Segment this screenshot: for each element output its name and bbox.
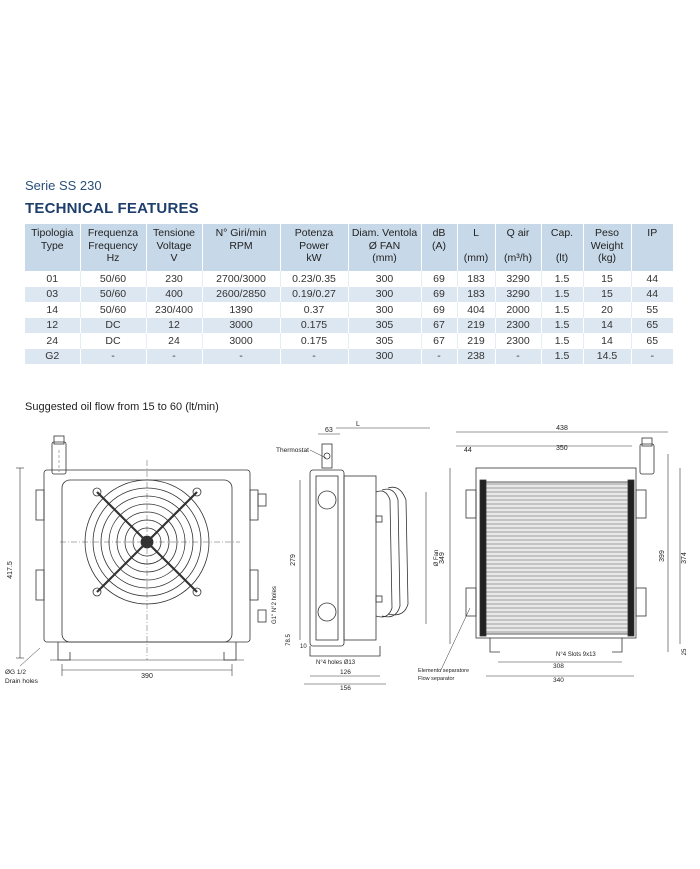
table-cell: 230/400	[146, 302, 202, 318]
rear-view	[418, 425, 688, 684]
table-cell: 300	[348, 271, 421, 287]
table-cell: -	[495, 349, 541, 365]
separator-label-en: Flow separator	[418, 676, 455, 682]
side-small-dim: 10	[300, 644, 307, 650]
table-cell: 69	[421, 302, 457, 318]
col-header-length: L (mm)	[457, 224, 495, 271]
table-cell: -	[631, 349, 673, 365]
col-header-type: Tipologia Type	[25, 224, 80, 271]
col-header-power: Potenza Power kW	[280, 224, 348, 271]
table-cell: 183	[457, 287, 495, 303]
table-cell: 230	[146, 271, 202, 287]
side-holes-label: N°4 holes Ø13	[316, 660, 356, 666]
table-cell: 300	[348, 302, 421, 318]
table-row	[25, 271, 673, 287]
table-cell: 0.23/0.35	[280, 271, 348, 287]
section-title: TECHNICAL FEATURES	[25, 200, 199, 217]
rear-base-dim2: 340	[553, 677, 564, 684]
rear-left-offset: 44	[464, 447, 472, 454]
front-view	[5, 436, 278, 685]
table-cell: 15	[583, 287, 631, 303]
table-row	[25, 333, 673, 349]
table-row	[25, 349, 673, 365]
table-cell: DC	[80, 318, 146, 334]
series-name: Serie SS 230	[25, 178, 102, 193]
table-cell: 44	[631, 287, 673, 303]
table-cell: 1.5	[541, 271, 583, 287]
side-l-dim: L	[356, 421, 360, 428]
table-cell: 14	[583, 333, 631, 349]
table-cell: 219	[457, 318, 495, 334]
table-cell: 3000	[202, 333, 280, 349]
table-cell: 1390	[202, 302, 280, 318]
technical-drawing	[0, 420, 700, 700]
oil-flow-note: Suggested oil flow from 15 to 60 (lt/min)	[25, 401, 219, 413]
table-cell: 1.5	[541, 349, 583, 365]
side-base-dim1: 126	[340, 669, 351, 676]
technical-features-table	[25, 224, 673, 364]
front-height-dim: 417.5	[7, 561, 14, 579]
table-cell: 12	[146, 318, 202, 334]
table-cell: 12	[25, 318, 80, 334]
rear-right-height1: 399	[659, 550, 666, 562]
table-cell: 300	[348, 349, 421, 365]
col-header-voltage: Tensione Voltage V	[146, 224, 202, 271]
table-cell: 2300	[495, 333, 541, 349]
table-cell: 238	[457, 349, 495, 365]
table-cell: 2700/3000	[202, 271, 280, 287]
table-cell: 14	[25, 302, 80, 318]
table-cell: 1.5	[541, 302, 583, 318]
front-width-dim: 390	[141, 673, 153, 680]
rear-core-width: 350	[556, 445, 568, 452]
col-header-rpm: N° Giri/min RPM	[202, 224, 280, 271]
table-cell: 219	[457, 333, 495, 349]
side-fan-dim: Ø Fan	[434, 549, 440, 567]
table-cell: 50/60	[80, 287, 146, 303]
table-cell: 15	[583, 271, 631, 287]
side-height-dim: 279	[290, 554, 297, 566]
table-cell: 24	[25, 333, 80, 349]
separator-label-it: Elemento separatore	[418, 668, 470, 674]
table-cell: 3290	[495, 287, 541, 303]
col-header-capacity: Cap. (lt)	[541, 224, 583, 271]
table-cell: 24	[146, 333, 202, 349]
col-header-weight: Peso Weight (kg)	[583, 224, 631, 271]
table-row	[25, 318, 673, 334]
table-cell: 1.5	[541, 333, 583, 349]
table-cell: 1.5	[541, 318, 583, 334]
table-cell: 404	[457, 302, 495, 318]
table-cell: 50/60	[80, 271, 146, 287]
table-cell: 2600/2850	[202, 287, 280, 303]
table-cell: 400	[146, 287, 202, 303]
table-cell: 65	[631, 318, 673, 334]
rear-right-height2: 374	[681, 552, 688, 564]
table-row	[25, 287, 673, 303]
table-cell: -	[146, 349, 202, 365]
table-cell: 69	[421, 271, 457, 287]
thermostat-label: Thermostat	[276, 447, 309, 454]
table-cell: 01	[25, 271, 80, 287]
table-cell: 67	[421, 318, 457, 334]
col-header-air-flow: Q air (m³/h)	[495, 224, 541, 271]
table-cell: -	[280, 349, 348, 365]
table-cell: 3000	[202, 318, 280, 334]
side-view	[276, 421, 440, 692]
table-cell: 183	[457, 271, 495, 287]
table-cell: 03	[25, 287, 80, 303]
rear-left-height: 349	[439, 552, 446, 564]
table-cell: 305	[348, 333, 421, 349]
table-cell: 67	[421, 333, 457, 349]
table-cell: 0.19/0.27	[280, 287, 348, 303]
front-inlet-label: G1" N°2 holes	[272, 586, 278, 624]
table-cell: 14.5	[583, 349, 631, 365]
rear-slots-label: N°4 Slots 9x13	[556, 652, 596, 658]
table-cell: DC	[80, 333, 146, 349]
table-cell: 1.5	[541, 287, 583, 303]
table-cell: 300	[348, 287, 421, 303]
table-cell: 55	[631, 302, 673, 318]
table-cell: 14	[583, 318, 631, 334]
drain-size-label: ØG 1/2	[5, 669, 26, 676]
table-cell: 2000	[495, 302, 541, 318]
rear-total-width: 438	[556, 425, 568, 432]
table-cell: -	[80, 349, 146, 365]
table-cell: 0.37	[280, 302, 348, 318]
table-cell: 305	[348, 318, 421, 334]
table-cell: -	[202, 349, 280, 365]
rear-right-height3: 25	[682, 648, 688, 656]
table-cell: 44	[631, 271, 673, 287]
table-cell: 50/60	[80, 302, 146, 318]
col-header-ip: IP	[631, 224, 673, 271]
table-cell: 0.175	[280, 318, 348, 334]
col-header-db: dB (A)	[421, 224, 457, 271]
table-cell: 3290	[495, 271, 541, 287]
col-header-frequency: Frequenza Frequency Hz	[80, 224, 146, 271]
side-bottom-dim: 78.5	[286, 634, 292, 646]
table-row	[25, 302, 673, 318]
table-cell: G2	[25, 349, 80, 365]
table-cell: 65	[631, 333, 673, 349]
side-base-dim2: 156	[340, 685, 351, 692]
table-cell: 20	[583, 302, 631, 318]
table-cell: 2300	[495, 318, 541, 334]
rear-base-dim1: 308	[553, 663, 564, 670]
side-top-dim: 63	[325, 427, 333, 434]
col-header-fan-diameter: Diam. Ventola Ø FAN (mm)	[348, 224, 421, 271]
drain-holes-label: Drain holes	[5, 678, 38, 685]
table-header-row	[25, 224, 673, 271]
table-cell: 0.175	[280, 333, 348, 349]
table-cell: 69	[421, 287, 457, 303]
table-cell: -	[421, 349, 457, 365]
